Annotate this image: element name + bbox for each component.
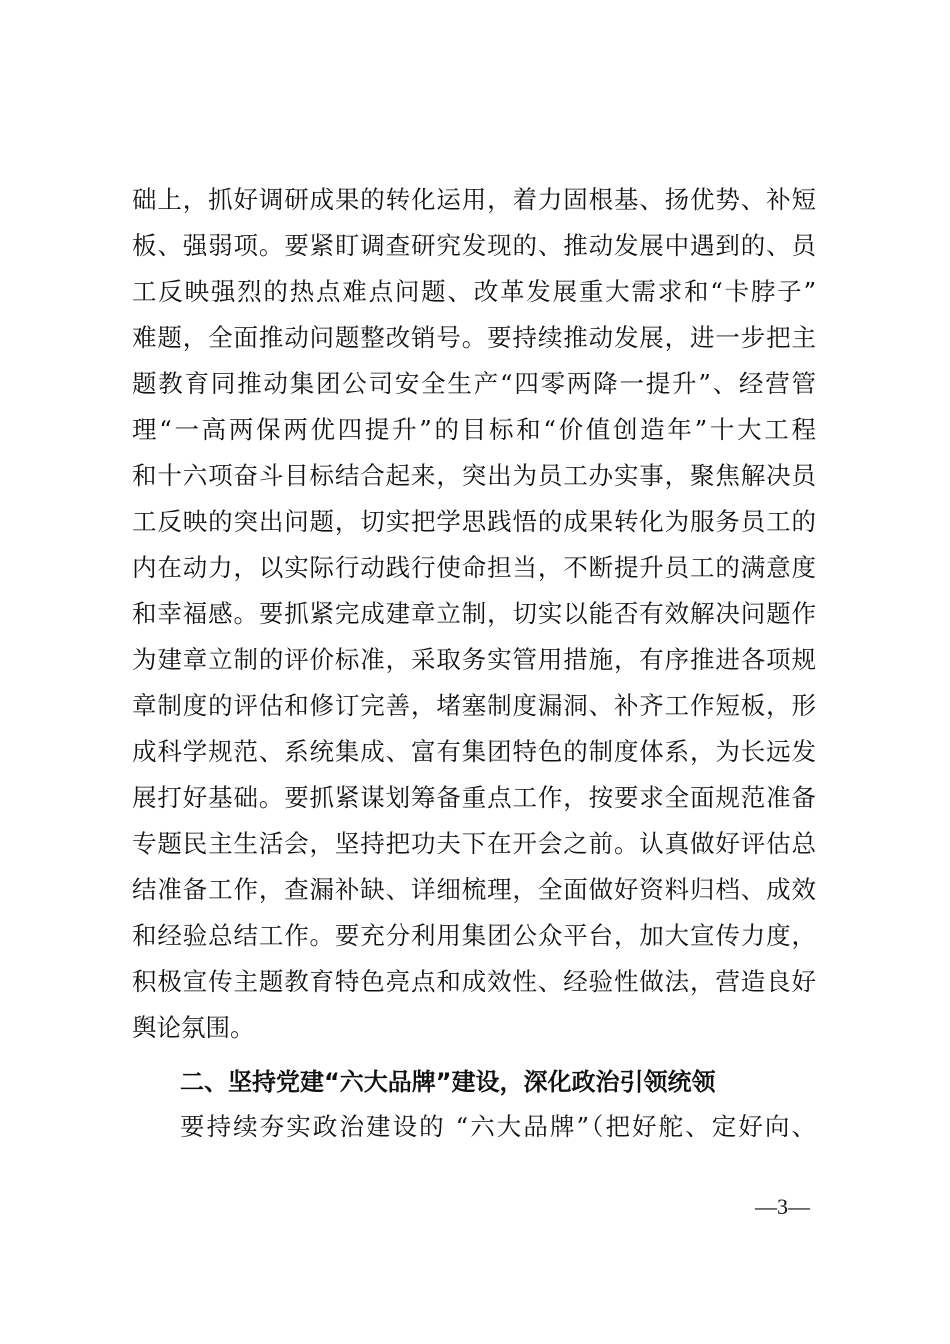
paragraph-line: 成科学规范、系统集成、富有集团特色的制度体系，为长远发	[132, 737, 816, 766]
paragraph-line: 为建章立制的评价标准，采取务实管用措施，有序推进各项规	[132, 645, 816, 674]
paragraph-line: 理“一高两保两优四提升”的目标和“价值创造年”十大工程	[132, 415, 816, 444]
page-number: —3—	[755, 1194, 810, 1219]
paragraph-line: 展打好基础。要抓紧谋划筹备重点工作，按要求全面规范准备	[132, 783, 816, 812]
paragraph-line: 和经验总结工作。要充分利用集团公众平台，加大宣传力度，	[132, 921, 816, 950]
paragraph-line: 专题民主生活会，坚持把功夫下在开会之前。认真做好评估总	[132, 829, 816, 858]
section-heading: 二、坚持党建“六大品牌”建设，深化政治引领统领	[180, 1068, 716, 1096]
paragraph-line: 结准备工作，查漏补缺、详细梳理，全面做好资料归档、成效	[132, 875, 816, 904]
paragraph-line: 积极宣传主题教育特色亮点和成效性、经验性做法，营造良好	[132, 967, 816, 996]
paragraph-line: 章制度的评估和修订完善，堵塞制度漏洞、补齐工作短板，形	[132, 691, 816, 720]
paragraph-line: 础上，抓好调研成果的转化运用，着力固根基、扬优势、补短	[132, 185, 816, 214]
next-paragraph-line: 要持续夯实政治建设的 “六大品牌”（把好舵、定好向、	[180, 1112, 816, 1141]
paragraph-line: 难题，全面推动问题整改销号。要持续推动发展，进一步把主	[132, 323, 816, 352]
paragraph-line: 板、强弱项。要紧盯调查研究发现的、推动发展中遇到的、员	[132, 231, 816, 260]
paragraph-line: 工反映强烈的热点难点问题、改革发展重大需求和“卡脖子”	[132, 277, 816, 306]
paragraph-line: 和十六项奋斗目标结合起来，突出为员工办实事，聚焦解决员	[132, 461, 816, 490]
paragraph-line: 舆论氛围。	[132, 1013, 255, 1042]
paragraph-line: 工反映的突出问题，切实把学思践悟的成果转化为服务员工的	[132, 507, 816, 536]
paragraph-line: 和幸福感。要抓紧完成建章立制，切实以能否有效解决问题作	[132, 599, 816, 628]
paragraph-line: 题教育同推动集团公司安全生产“四零两降一提升”、经营管	[132, 369, 816, 398]
paragraph-line: 内在动力，以实际行动践行使命担当，不断提升员工的满意度	[132, 553, 816, 582]
